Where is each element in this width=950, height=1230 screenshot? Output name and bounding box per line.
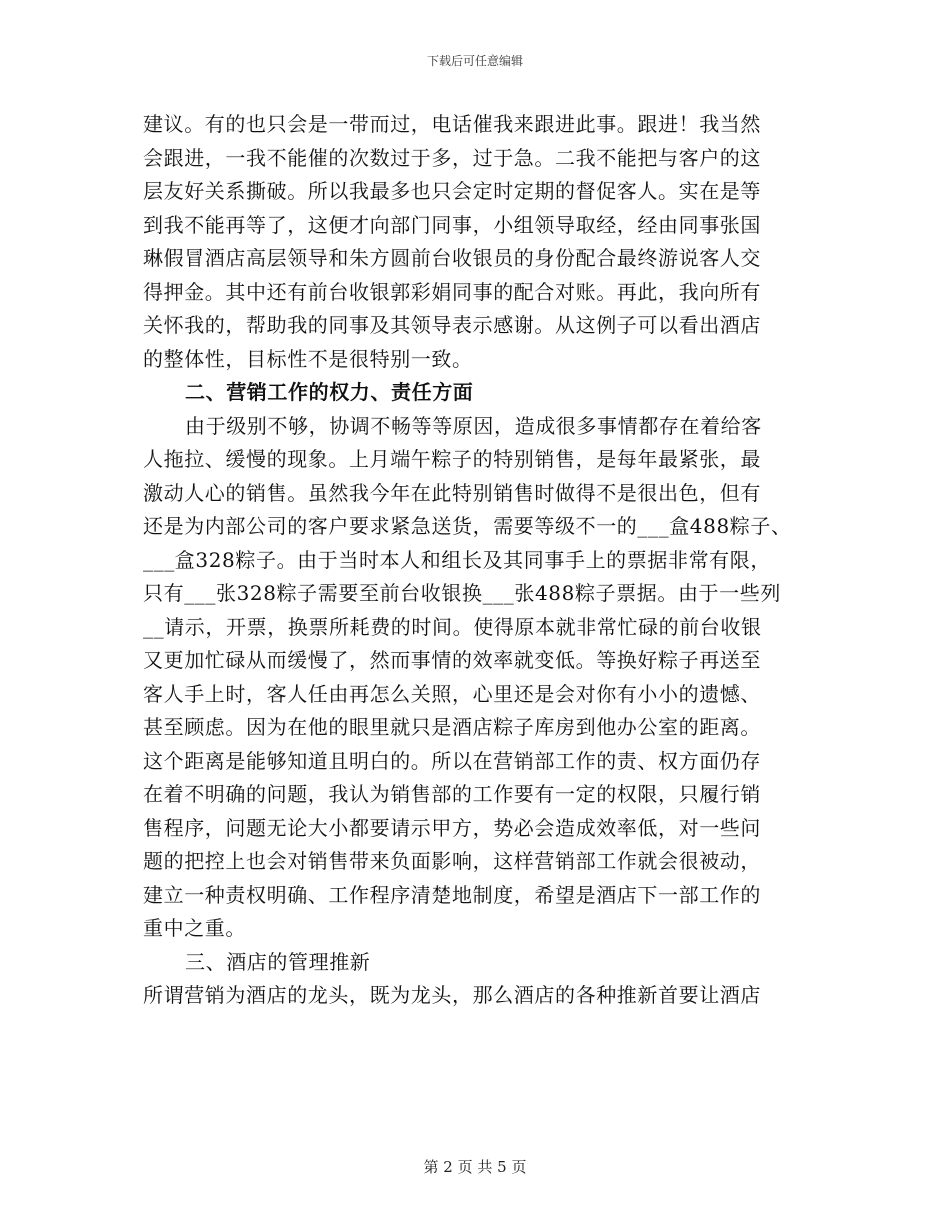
body-line: 琳假冒酒店高层领导和朱方圆前台收银员的身份配合最终游说客人交	[143, 246, 761, 270]
body-line: 的整体性，目标性不是很特别一致。	[143, 346, 473, 371]
body-line: 所谓营销为酒店的龙头，既为龙头，那么酒店的各种推新首要让酒店	[143, 983, 761, 1007]
body-line: ___盒328粽子。由于当时本人和组长及其同事手上的票据非常有限，	[143, 547, 771, 572]
body-line: 题的把控上也会对销售带来负面影响，这样营销部工作就会很被动，	[143, 849, 761, 873]
section-heading-2: 二、营销工作的权力、责任方面	[185, 380, 474, 404]
body-line: 在着不明确的问题，我认为销售部的工作要有一定的权限，只履行销	[143, 782, 761, 806]
body-line: __请示，开票，换票所耗费的时间。使得原本就非常忙碌的前台收银	[143, 614, 762, 639]
body-line: 到我不能再等了，这便才向部门同事，小组领导取经，经由同事张国	[143, 212, 761, 237]
body-line: 客人手上时，客人任由再怎么关照，心里还是会对你有小小的遗憾、	[143, 681, 761, 706]
section-heading-3: 三、酒店的管理推新	[185, 949, 371, 974]
body-line: 关怀我的，帮助我的同事及其领导表示感谢。从这例子可以看出酒店	[143, 313, 761, 337]
body-line: 层友好关系撕破。所以我最多也只会定时定期的督促客人。实在是等	[143, 179, 761, 203]
body-line: 人拖拉、缓慢的现象。上月端午粽子的特别销售，是每年最紧张，最	[143, 447, 761, 471]
body-line: 甚至顾虑。因为在他的眼里就只是酒店粽子库房到他办公室的距离。	[143, 715, 761, 739]
body-line: 还是为内部公司的客户要求紧急送货，需要等级不一的___盒488粽子、	[143, 514, 792, 538]
body-line: 由于级别不够，协调不畅等等原因，造成很多事情都存在着给客	[185, 413, 762, 438]
body-line: 这个距离是能够知道且明白的。所以在营销部工作的责、权方面仍存	[143, 748, 761, 773]
page-header: 下载后可任意编辑	[426, 54, 523, 68]
body-line: 建立一种责权明确、工作程序清楚地制度，希望是酒店下一部工作的	[143, 882, 761, 907]
body-line: 激动人心的销售。虽然我今年在此特别销售时做得不是很出色，但有	[143, 480, 761, 505]
body-line: 建议。有的也只会是一带而过，电话催我来跟进此事。跟进！我当然	[143, 112, 761, 136]
body-line: 只有___张328粽子需要至前台收银换___张488粽子票据。由于一些列	[143, 581, 781, 605]
body-line: 会跟进，一我不能催的次数过于多，过于急。二我不能把与客户的这	[143, 145, 761, 170]
page-footer: 第 2 页 共 5 页	[423, 1158, 527, 1176]
body-line: 得押金。其中还有前台收银郭彩娟同事的配合对账。再此，我向所有	[143, 279, 761, 304]
body-line: 又更加忙碌从而缓慢了，然而事情的效率就变低。等换好粽子再送至	[143, 648, 761, 672]
body-line: 重中之重。	[143, 916, 246, 940]
body-line: 售程序，问题无论大小都要请示甲方，势必会造成效率低，对一些问	[143, 815, 761, 840]
document-body	[143, 108, 815, 1013]
